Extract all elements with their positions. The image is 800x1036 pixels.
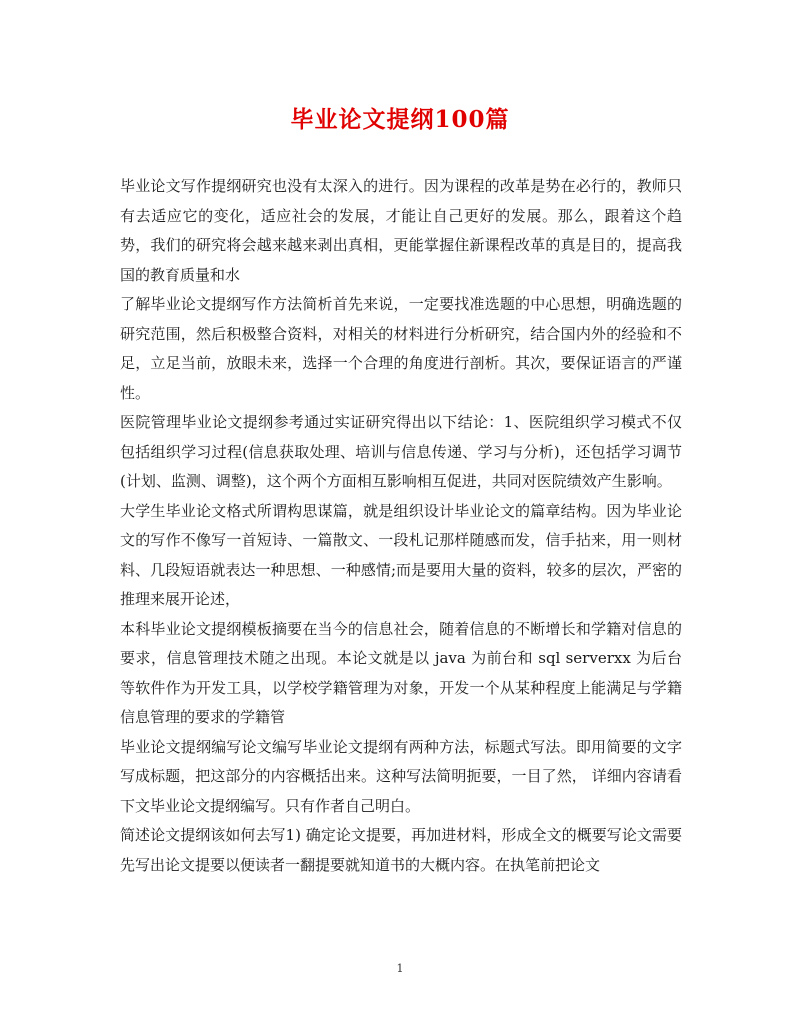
paragraph-7: 简述论文提纲该如何去写1) 确定论文提要，再加进材料，形成全文的概要写论文需要先写出论文提要以便读者一翻提要就知道书的大概内容。在执笔前把论文 <box>120 826 682 874</box>
paragraph-3: 医院管理毕业论文提纲参考通过实证研究得出以下结论：1、医院组织学习模式不仅包括组织学习过程(信息获取处理、培训与信息传递、学习与分析)，还包括学习调节(计划、监测、调整)，这个两个方面相互影响相互促进，共同对医院绩效产生影响。 <box>120 413 682 490</box>
paragraph-6: 毕业论文提纲编写论文编写毕业论文提纲有两种方法，标题式写法。即用简要的文字写成标题，把这部分的内容概括出来。这种写法简明扼要，一目了然， 详细内容请看下文毕业论文提纲编写。只有作者自己明白。 <box>120 737 682 815</box>
page-number: 1 <box>396 962 404 975</box>
document-title: 毕业论文提纲100篇 <box>290 106 510 133</box>
paragraph-4: 大学生毕业论文格式所谓构思谋篇，就是组织设计毕业论文的篇章结构。因为毕业论文的写作不像写一首短诗、一篇散文、一段札记那样随感而发，信手拈来，用一则材料、几段短语就表达一种思想、一种感情;而是要用大量的资料，较多的层次，严密的推理来展开论述， <box>120 501 682 608</box>
document-body <box>120 172 682 880</box>
paragraph-2: 了解毕业论文提纲写作方法简析首先来说，一定要找准选题的中心思想，明确选题的研究范围，然后积极整合资料，对相关的材料进行分析研究，结合国内外的经验和不足，立足当前，放眼未来，选择一个合理的角度进行剖析。其次，要保证语言的严谨性。 <box>120 295 682 402</box>
paragraph-1: 毕业论文写作提纲研究也没有太深入的进行。因为课程的改革是势在必行的，教师只有去适应它的变化，适应社会的发展，才能让自己更好的发展。那么，跟着这个趋势，我们的研究将会越来越来剥出真相，更能掌握住新课程改革的真是目的，提高我国的教育质量和水 <box>120 177 682 284</box>
paragraph-5: 本科毕业论文提纲模板摘要在当今的信息社会，随着信息的不断增长和学籍对信息的要求，信息管理技术随之出现。本论文就是以 java 为前台和 sql serverxx 为后台等软件作为开发工具，以学校学籍管理为对象，开发一个从某种程度上能满足与学籍信息管理的要求的学籍管 <box>120 619 682 726</box>
